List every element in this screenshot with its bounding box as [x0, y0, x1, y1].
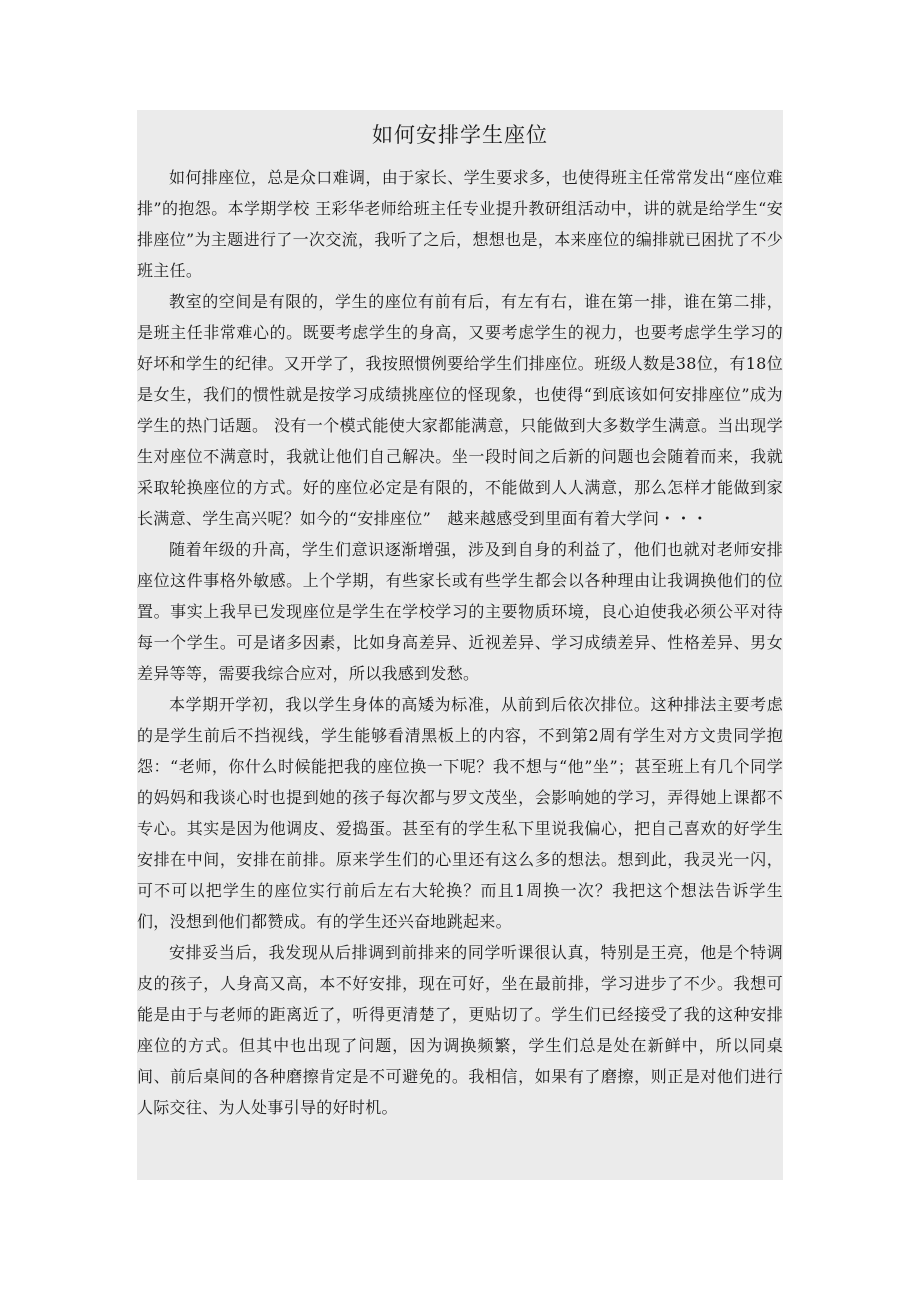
document-page: [137, 110, 783, 1180]
paragraph: 本学期开学初，我以学生身体的高矮为标准，从前到后依次排位。这种排法主要考虑的是学生前后不挡视线，学生能够看清黑板上的内容，不到第2周有学生对方文贵同学抱怨：“老师，你什么时候能把我的座位换一下呢？我不想与“他”坐”；甚至班上有几个同学的妈妈和我谈心时也提到她的孩子每次都与罗文茂坐，会影响她的学习，弄得她上课都不专心。其实是因为他调皮、爱捣蛋。甚至有的学生私下里说我偏心，把自己喜欢的好学生安排在中间，安排在前排。原来学生们的心里还有这么多的想法。想到此，我灵光一闪，可不可以把学生的座位实行前后左右大轮换？而且1周换一次？我把这个想法告诉学生们，没想到他们都赞成。有的学生还兴奋地跳起来。: [137, 695, 783, 931]
paragraph: 随着年级的升高，学生们意识逐渐增强，涉及到自身的利益了，他们也就对老师安排座位这件事格外敏感。上个学期，有些家长或有些学生都会以各种理由让我调换他们的位置。事实上我早已发现座位是学生在学校学习的主要物质环境，良心迫使我必须公平对待每一个学生。可是诸多因素，比如身高差异、近视差异、学习成绩差异、性格差异、男女差异等等，需要我综合应对，所以我感到发愁。: [137, 540, 783, 683]
paragraph: 如何排座位，总是众口难调，由于家长、学生要求多，也使得班主任常常发出“座位难排”的抱怨。本学期学校 王彩华老师给班主任专业提升教研组活动中，讲的就是给学生“安排座位”为主题进行了一次交流，我听了之后，想想也是，本来座位的编排就已困扰了不少班主任。: [137, 168, 783, 280]
document-title: 如何安排学生座位: [372, 123, 548, 147]
paragraph: 安排妥当后，我发现从后排调到前排来的同学听课很认真，特别是王亮，他是个特调皮的孩子，人身高又高，本不好安排，现在可好，坐在最前排，学习进步了不少。我想可能是由于与老师的距离近了，听得更清楚了，更贴切了。学生们已经接受了我的这种安排座位的方式。但其中也出现了问题，因为调换频繁，学生们总是处在新鲜中，所以同桌间、前后桌间的各种磨擦肯定是不可避免的。我相信，如果有了磨擦，则正是对他们进行人际交往、为人处事引导的好时机。: [137, 943, 783, 1117]
paragraph: 教室的空间是有限的，学生的座位有前有后，有左有右，谁在第一排，谁在第二排，是班主任非常难心的。既要考虑学生的身高，又要考虑学生的视力，也要考虑学生学习的好坏和学生的纪律。又开学了，我按照惯例要给学生们排座位。班级人数是38位，有18位是女生，我们的惯性就是按学习成绩挑座位的怪现象，也使得“到底该如何安排座位”成为学生的热门话题。 没有一个模式能使大家都能满意，只能做到大多数学生满意。当出现学生对座位不满意时，我就让他们自己解决。坐一段时间之后新的问题也会随着而来，我就采取轮换座位的方式。好的座位必定是有限的，不能做到人人满意，那么怎样才能做到家长满意、学生高兴呢？如今的“安排座位” 越来越感受到里面有着大学问・・・: [137, 292, 783, 528]
document-body: [137, 160, 783, 1123]
